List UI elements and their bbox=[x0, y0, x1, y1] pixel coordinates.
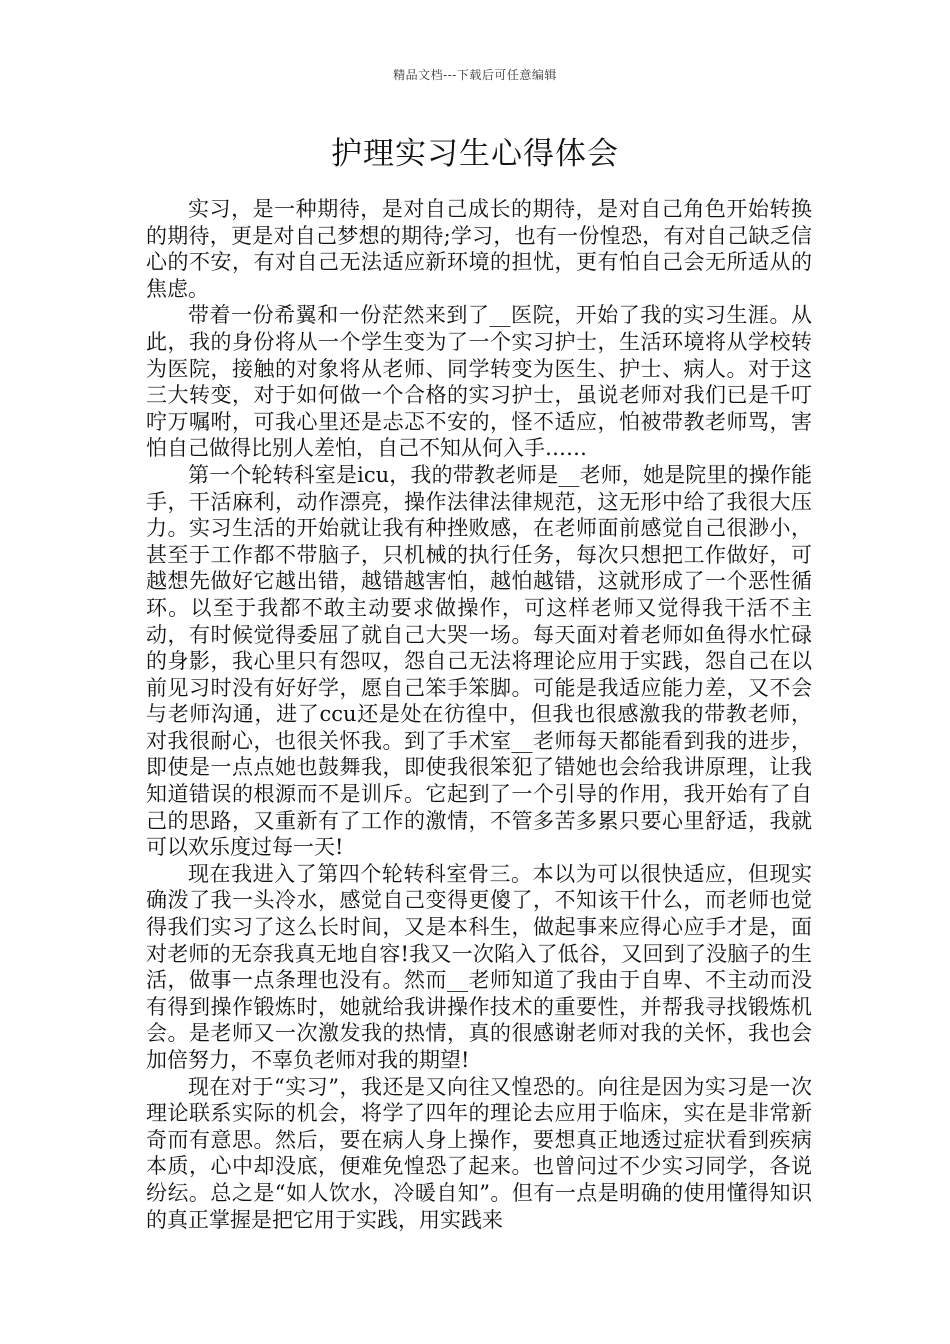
paragraph: 实习，是一种期待，是对自己成长的期待，是对自己角色开始转换的期待，更是对自己梦想的期待;学习，也有一份惶恐，有对自己缺乏信心的不安，有对自己无法适应新环境的担忧，更有怕自己会无所适从的焦虑。 bbox=[146, 197, 812, 301]
document-body bbox=[146, 196, 812, 1233]
paragraph: 现在对于“实习”，我还是又向往又惶恐的。向往是因为实习是一次理论联系实际的机会，将学了四年的理论去应用于临床，实在是非常新奇而有意思。然后，要在病人身上操作，要想真正地透过症状看到疾病本质，心中却没底，便难免惶恐了起来。也曾问过不少实习同学，各说纷纭。总之是“如人饮水，冷暖自知”。但有一点是明确的使用懂得知识的真正掌握是把它用于实践，用实践来 bbox=[146, 1074, 812, 1232]
header-note: 精品文档---下载后可任意编辑 bbox=[393, 68, 557, 82]
paragraph: 现在我进入了第四个轮转科室骨三。本以为可以很快适应，但现实确泼了我一头冷水，感觉自己变得更傻了，不知该干什么，而老师也觉得我们实习了这么长时间，又是本科生，做起事来应得心应手才是，面对老师的无奈我真无地自容!我又一次陷入了低谷，又回到了没脑子的生活，做事一点条理也没有。然而__老师知道了我由于自卑、不主动而没有得到操作锻炼时，她就给我讲操作技术的重要性，并帮我寻找锻炼机会。是老师又一次激发我的热情，真的很感谢老师对我的关怀，我也会加倍努力，不辜负老师对我的期望! bbox=[146, 861, 812, 1072]
document-title: 护理实习生心得体会 bbox=[331, 136, 619, 172]
paragraph: 第一个轮转科室是icu，我的带教老师是__老师，她是院里的操作能手，干活麻利，动作漂亮，操作法律法律规范，这无形中给了我很大压力。实习生活的开始就让我有种挫败感，在老师面前感觉自己很渺小，甚至于工作都不带脑子，只机械的执行任务，每次只想把工作做好，可越想先做好它越出错，越错越害怕，越怕越错，这就形成了一个恶性循环。以至于我都不敢主动要求做操作，可这样老师又觉得我干活不主动，有时候觉得委屈了就自己大哭一场。每天面对着老师如鱼得水忙碌的身影，我心里只有怨叹，怨自己无法将理论应用于实践，怨自己在以前见习时没有好好学，愿自己笨手笨脚。可能是我适应能力差，又不会与老师沟通，进了ccu还是处在彷徨中，但我也很感激我的带教老师，对我很耐心，也很关怀我。到了手术室__老师每天都能看到我的进步，即使是一点点她也鼓舞我，即使我很笨犯了错她也会给我讲原理，让我知道错误的根源而不是训斥。它起到了一个引导的作用，我开始有了自己的思路，又重新有了工作的激情，不管多苦多累只要心里舒适，我就可以欢乐度过每一天! bbox=[146, 462, 812, 860]
paragraph: 带着一份希翼和一份茫然来到了__医院，开始了我的实习生涯。从此，我的身份将从一个学生变为了一个实习护士，生活环境将从学校转为医院，接触的对象将从老师、同学转变为医生、护士、病人。对于这三大转变，对于如何做一个合格的实习护士，虽说老师对我们已是千叮咛万嘱咐，可我心里还是忐忑不安的，怪不适应，怕被带教老师骂，害怕自己做得比别人差怕，自己不知从何入手…… bbox=[146, 303, 812, 461]
